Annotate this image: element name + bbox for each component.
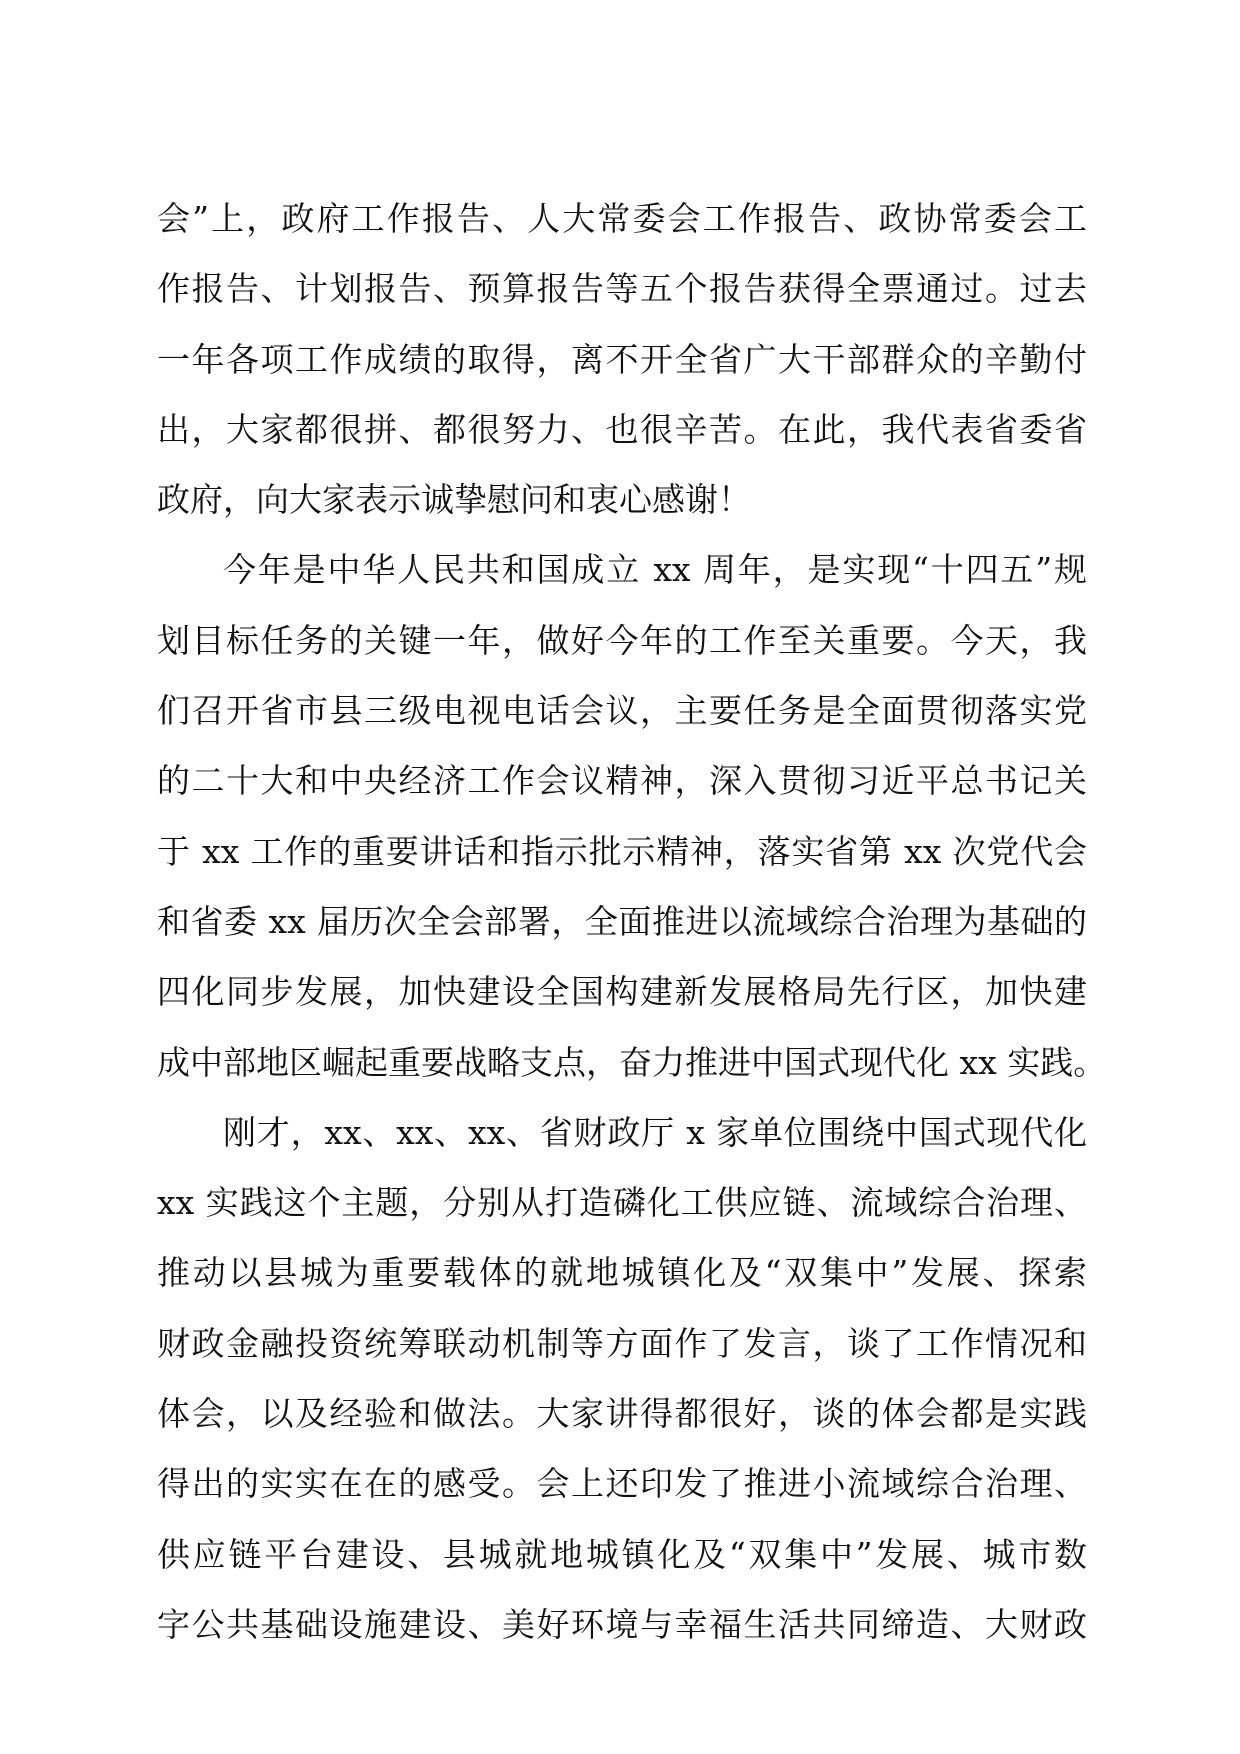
- text-line: 会”上，政府工作报告、人大常委会工作报告、政协常委会工: [157, 199, 1087, 238]
- text-line: 推动以县城为重要载体的就地城镇化及“双集中”发展、探索: [157, 1253, 1087, 1293]
- text-line: 体会，以及经验和做法。大家讲得都很好，谈的体会都是实践: [157, 1394, 1087, 1434]
- text-line: 成中部地区崛起重要战略支点，奋力推进中国式现代化 xx 实践。: [157, 1042, 1107, 1082]
- text-line: 和省委 xx 届历次全会部署，全面推进以流域综合治理为基础的: [157, 901, 1087, 941]
- text-line: 得出的实实在在的感受。会上还印发了推进小流域综合治理、: [157, 1464, 1087, 1504]
- text-line: 字公共基础设施建设、美好环境与幸福生活共同缔造、大财政: [157, 1604, 1087, 1644]
- text-line: 出，大家都很拼、都很努力、也很辛苦。在此，我代表省委省: [157, 409, 1087, 449]
- text-line: 一年各项工作成绩的取得，离不开全省广大干部群众的辛勤付: [157, 339, 1087, 379]
- text-line: xx 实践这个主题，分别从打造磷化工供应链、流域综合治理、: [157, 1183, 1087, 1223]
- text-line: 四化同步发展，加快建设全国构建新发展格局先行区，加快建: [157, 972, 1087, 1012]
- paragraph-first-line: 刚才，xx、xx、xx、省财政厅 x 家单位围绕中国式现代化: [223, 1112, 1087, 1152]
- text-line: 于 xx 工作的重要讲话和指示批示精神，落实省第 xx 次党代会: [157, 831, 1087, 871]
- text-line: 作报告、计划报告、预算报告等五个报告获得全票通过。过去: [157, 269, 1087, 309]
- body-text: [157, 184, 1107, 1660]
- text-line: 供应链平台建设、县城就地城镇化及“双集中”发展、城市数: [157, 1534, 1087, 1574]
- text-line: 的二十大和中央经济工作会议精神，深入贯彻习近平总书记关: [157, 761, 1087, 801]
- text-line: 划目标任务的关键一年，做好今年的工作至关重要。今天，我: [157, 620, 1087, 660]
- text-line: 政府，向大家表示诚挚慰问和衷心感谢！: [157, 480, 751, 520]
- text-line: 们召开省市县三级电视电话会议，主要任务是全面贯彻落实党: [157, 691, 1087, 731]
- paragraph-first-line: 今年是中华人民共和国成立 xx 周年，是实现“十四五”规: [223, 550, 1087, 590]
- text-line: 财政金融投资统筹联动机制等方面作了发言，谈了工作情况和: [157, 1323, 1087, 1363]
